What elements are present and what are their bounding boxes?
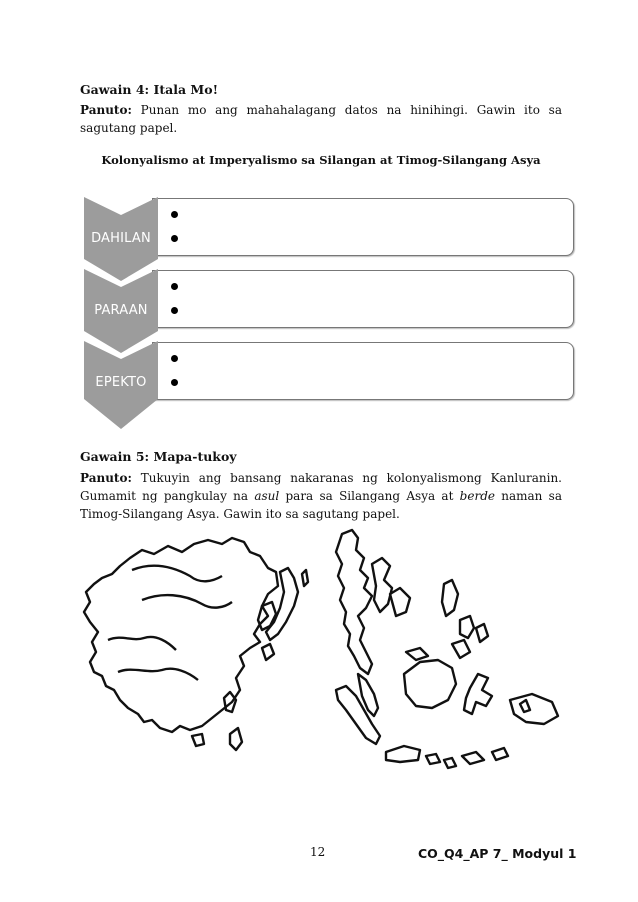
bullet bbox=[171, 211, 178, 218]
instructions-text: para sa Silangang Asya at bbox=[279, 489, 460, 503]
bullet bbox=[171, 307, 178, 314]
instructions-label: Panuto: bbox=[80, 103, 132, 117]
bullet bbox=[171, 355, 178, 362]
instructions-label: Panuto: bbox=[80, 471, 132, 485]
module-code: CO_Q4_AP 7_ Modyul 1 bbox=[418, 846, 577, 861]
answer-box-epekto[interactable] bbox=[152, 342, 574, 400]
color-blue-word: asul bbox=[254, 489, 280, 503]
activity-4-instructions bbox=[80, 101, 562, 137]
chevron-epekto bbox=[84, 341, 158, 429]
east-asia-map bbox=[72, 530, 312, 775]
southeast-asia-map bbox=[320, 524, 568, 784]
instructions-text: Punan mo ang mahahalagang datos na hinihingi. Gawin ito sa sagutang papel. bbox=[80, 103, 562, 135]
activity-5-instructions bbox=[80, 469, 562, 523]
label-paraan: PARAAN bbox=[94, 303, 148, 318]
page-number: 12 bbox=[310, 845, 326, 859]
activity-5-title: Gawain 5: Mapa-tukoy bbox=[80, 449, 237, 464]
bullet bbox=[171, 283, 178, 290]
label-epekto: EPEKTO bbox=[95, 375, 147, 390]
answer-box-dahilan[interactable] bbox=[152, 198, 574, 256]
instructions-text: Tukuyin ang bansang nakaranas ng kolonyalismong Kanluranin. Gumamit ng pangkulay na bbox=[80, 471, 562, 503]
activity-4-title: Gawain 4: Itala Mo! bbox=[80, 82, 219, 97]
color-green-word: berde bbox=[459, 489, 495, 503]
instructions-text: naman sa Timog-Silangang Asya. Gawin ito sa sagutang papel. bbox=[80, 489, 562, 521]
bullet bbox=[171, 235, 178, 242]
label-dahilan: DAHILAN bbox=[91, 231, 151, 246]
organizer-title: Kolonyalismo at Imperyalismo sa Silangan at Timog-Silangang Asya bbox=[101, 153, 541, 167]
bullet bbox=[171, 379, 178, 386]
answer-box-paraan[interactable] bbox=[152, 270, 574, 328]
